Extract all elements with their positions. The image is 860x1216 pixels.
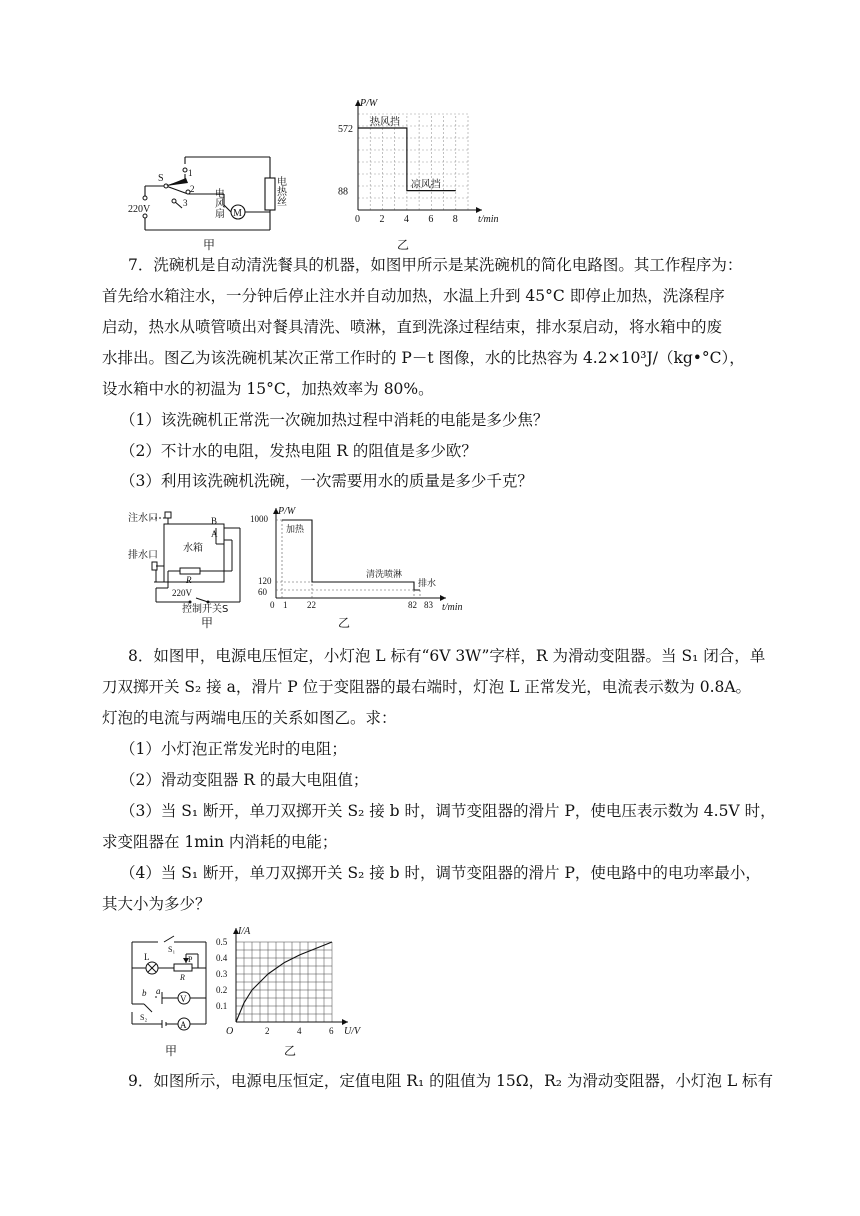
- fig8-chart-caption: 乙: [284, 1044, 297, 1058]
- ammeter-label: A: [180, 1020, 187, 1030]
- x-tick-label: 8: [452, 214, 458, 225]
- fan-label: 电风扇: [212, 188, 224, 218]
- q7-sub-3: （3）利用该洗碗机洗碗，一次需要用水的质量是多少千克？: [120, 472, 533, 490]
- fig6-circuit-caption: 甲: [203, 238, 216, 252]
- y-tick-label: 0.4: [216, 953, 228, 963]
- x-tick-label: 0: [270, 600, 275, 610]
- y-tick-label: 88: [338, 186, 348, 198]
- point-b-label: B: [211, 516, 218, 526]
- s2-label: S₂: [140, 1013, 148, 1022]
- q7-line-1: 7．洗碗机是自动清洗餐具的机器，如图甲所示是某洗碗机的简化电路图。其工作程序为：: [128, 256, 743, 274]
- x-tick-label: 4: [297, 1026, 302, 1036]
- y-axis-label: I/A: [238, 926, 251, 937]
- contact-2-label: 2: [190, 184, 195, 194]
- q8-line-3: 灯泡的电流与两端电压的关系如图乙。求：: [102, 709, 397, 727]
- voltage-label-7: 220V: [172, 588, 192, 598]
- q8-line-2: 刀双掷开关 S₂ 接 a，滑片 P 位于变阻器的最右端时，灯泡 L 正常发光，电流表示数为 0.8A。: [102, 678, 752, 696]
- fig7-circuit: [128, 508, 248, 618]
- contact-3-label: 3: [183, 198, 188, 208]
- x-tick-label: 82: [408, 600, 417, 610]
- q7-line-4: 水排出。图乙为该洗碗机某次正常工作时的 P－t 图像，水的比热容为 4.2×10³J/（kg•°C），: [102, 349, 745, 367]
- q8-sub-3a: （3）当 S₁ 断开，单刀双掷开关 S₂ 接 b 时，调节变阻器的滑片 P，使电压表示数为 4.5V 时，: [120, 802, 776, 820]
- point-a-label: A: [211, 529, 218, 539]
- q8-line-1: 8．如图甲，电源电压恒定，小灯泡 L 标有“6V 3W”字样，R 为滑动变阻器。当 S₁ 闭合，单: [128, 647, 766, 665]
- x-tick-label: 6: [428, 214, 434, 225]
- switch-label-7: 控制开关S: [182, 604, 229, 615]
- x-tick-label: 0: [355, 214, 360, 225]
- origin-label: O: [226, 1026, 234, 1037]
- fig7-chart-caption: 乙: [338, 616, 351, 630]
- lamp-label: L: [144, 952, 150, 962]
- fig6-circuit: [128, 150, 306, 250]
- y-tick-label: 572: [338, 124, 353, 135]
- voltmeter-label: V: [180, 994, 187, 1004]
- y-tick-label: 0.5: [216, 937, 228, 947]
- y-tick-label: 1000: [250, 514, 268, 524]
- fig8-chart: [210, 924, 370, 1042]
- y-tick-label: 0.3: [216, 969, 228, 979]
- annotation-hot: 热风挡: [370, 117, 400, 128]
- annotation-drain: 排水: [418, 578, 437, 588]
- slider-label: P: [188, 955, 193, 964]
- resistor-label-8: R: [180, 973, 185, 982]
- x-axis-label: U/V: [344, 1026, 361, 1037]
- x-tick-label: 2: [265, 1026, 270, 1036]
- heater-label: 电热丝: [274, 176, 286, 206]
- switch-label: S: [158, 173, 164, 184]
- x-tick-label: 83: [424, 600, 433, 610]
- fig7-circuit-caption: 甲: [201, 616, 214, 630]
- q7-sub-1: （1）该洗碗机正常洗一次碗加热过程中消耗的电能是多少焦？: [120, 411, 549, 429]
- fig6-chart: [332, 98, 499, 238]
- annotation-rinse: 清洗喷淋: [366, 569, 403, 579]
- fig7-chart: [250, 506, 463, 614]
- outlet-label: 排水口: [128, 550, 158, 561]
- series-line: [358, 128, 456, 191]
- fig8-circuit-caption: 甲: [165, 1044, 178, 1058]
- q8-sub-4a: （4）当 S₁ 断开，单刀双掷开关 S₂ 接 b 时，调节变阻器的滑片 P，使电路中的电功率最小，: [120, 864, 761, 882]
- x-tick-label: 2: [379, 214, 385, 225]
- x-tick-label: 6: [329, 1026, 334, 1036]
- x-tick-label: 22: [307, 600, 316, 610]
- q9-line-1: 9．如图所示，电源电压恒定，定值电阻 R₁ 的阻值为 15Ω，R₂ 为滑动变阻器，小灯泡 L 标有: [128, 1072, 774, 1090]
- q8-sub-2: （2）滑动变阻器 R 的最大电阻值；: [120, 771, 369, 789]
- b-label: b: [142, 988, 147, 998]
- s1-label: S₁: [168, 945, 176, 954]
- x-tick-label: 4: [403, 214, 409, 225]
- q8-sub-4b: 其大小为多少？: [102, 895, 211, 913]
- q7-line-5: 设水箱中水的初温为 15°C，加热效率为 80%。: [102, 380, 434, 398]
- annotation-cool: 凉风挡: [410, 179, 441, 191]
- q7-line-2: 首先给水箱注水，一分钟后停止注水并自动加热，水温上升到 45°C 即停止加热，洗涤程序: [102, 287, 725, 305]
- x-axis-arrow: [342, 1019, 348, 1025]
- y-tick-label: 0.2: [216, 985, 228, 995]
- x-axis-label: t/min: [442, 602, 463, 613]
- q7-line-3: 启动，热水从喷管喷出对餐具清洗、喷淋，直到洗涤过程结束，排水泵启动，将水箱中的废: [102, 318, 723, 336]
- y-tick-label: 120: [258, 576, 272, 586]
- y-axis-label: P/W: [278, 506, 296, 517]
- q8-sub-3b: 求变阻器在 1min 内消耗的电能；: [102, 833, 338, 851]
- x-axis-arrow: [440, 595, 446, 601]
- q7-sub-2: （2）不计水的电阻，发热电阻 R 的阻值是多少欧？: [120, 442, 477, 460]
- fig8-circuit: [128, 932, 212, 1032]
- inlet-label: 注水口: [128, 513, 158, 524]
- voltage-label: 220V: [128, 204, 151, 215]
- annotation-heat: 加热: [286, 524, 305, 534]
- y-tick-label: 60: [258, 587, 267, 597]
- q8-sub-1: （1）小灯泡正常发光时的电阻；: [120, 740, 347, 758]
- resistor-label: R: [186, 575, 192, 585]
- x-axis-label: t/min: [478, 214, 499, 225]
- x-axis-arrow: [476, 207, 482, 213]
- contact-1-label: 1: [188, 168, 193, 178]
- fig6-chart-caption: 乙: [397, 238, 410, 252]
- y-tick-label: 0.1: [216, 1001, 228, 1011]
- x-tick-label: 1: [283, 600, 288, 610]
- y-axis-label: P/W: [360, 98, 378, 109]
- a-label: a: [156, 986, 161, 996]
- motor-symbol: M: [233, 208, 242, 219]
- tank-label: 水箱: [183, 543, 203, 554]
